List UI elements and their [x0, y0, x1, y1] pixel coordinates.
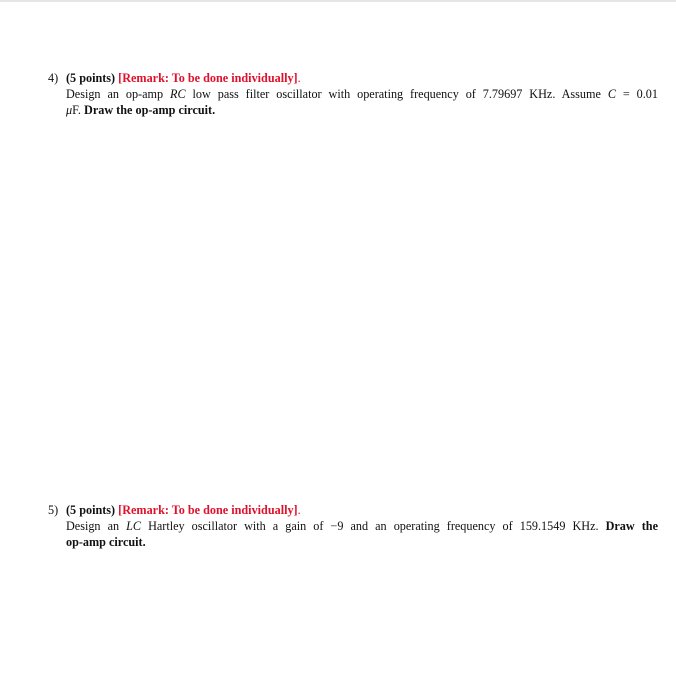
math-c: C: [607, 87, 616, 101]
problem-4-line-2: [48, 102, 658, 118]
remark-text: [Remark: To be done individually]: [118, 71, 298, 85]
text-segment: F.: [72, 103, 85, 117]
problem-number: 5): [48, 503, 59, 517]
math-rc: RC: [170, 87, 186, 101]
points-label: (5 points): [66, 71, 116, 85]
math-mu: μ: [66, 103, 73, 117]
problem-4: [48, 70, 658, 118]
points-label: (5 points): [66, 503, 116, 517]
math-lc: LC: [126, 519, 142, 533]
top-border: [0, 0, 676, 2]
text-segment: Design an: [66, 519, 127, 533]
text-segment: low pass filter oscillator with operating frequency of 7.79697 KHz. Assume: [185, 87, 608, 101]
remark-text: [Remark: To be done individually]: [118, 503, 298, 517]
problem-4-header: [48, 70, 658, 86]
problem-number: 4): [48, 71, 59, 85]
text-segment: Hartley oscillator with a gain of −9 and an operating frequency of 159.1549 KHz.: [141, 519, 606, 533]
problem-5: [48, 502, 658, 550]
instruction-bold: op-amp circuit.: [66, 535, 146, 549]
problem-4-line-1: [48, 86, 658, 102]
problem-5-line-2: [48, 534, 658, 550]
problem-5-line-1: [48, 518, 658, 534]
instruction-bold: Draw the op-amp circuit.: [84, 103, 216, 117]
text-segment: = 0.01: [615, 87, 658, 101]
remark-period: .: [297, 503, 301, 517]
text-segment: Design an op-amp: [66, 87, 171, 101]
instruction-bold: Draw the: [605, 519, 658, 533]
remark-period: .: [297, 71, 301, 85]
problem-5-header: [48, 502, 658, 518]
